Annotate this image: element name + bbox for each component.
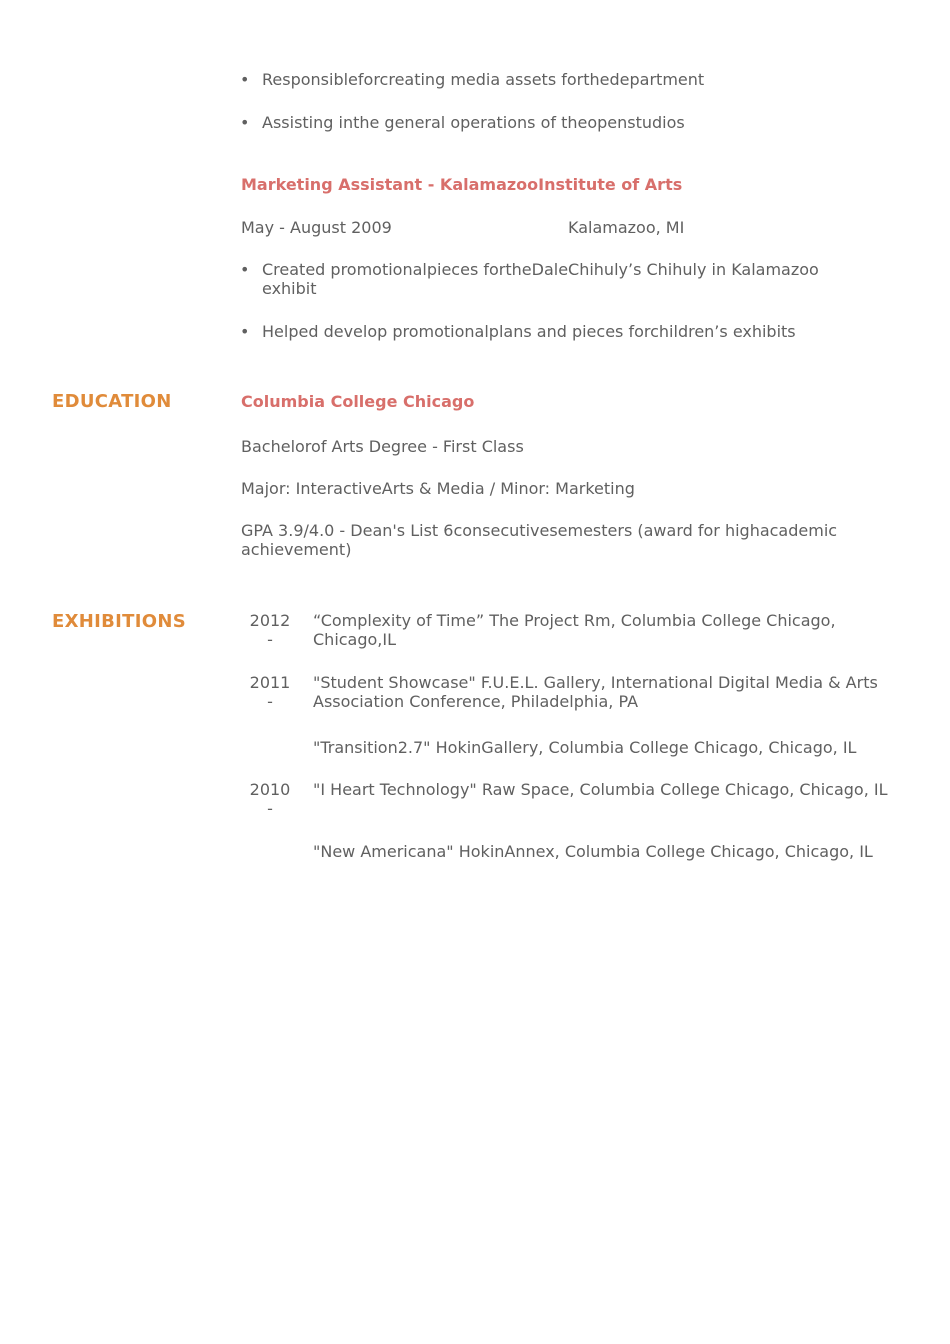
exhibition-entry: "New Americana" HokinAnnex, Columbia College Chicago, Chicago, IL (313, 842, 873, 861)
list-item: Assisting inthe general operations of theopenstudios (262, 113, 685, 132)
bullet-dot: • (240, 322, 250, 341)
exhibition-entry: "Transition2.7" HokinGallery, Columbia College Chicago, Chicago, IL (313, 738, 857, 757)
bullet-dot: • (240, 260, 250, 279)
list-item: Helped develop promotionalplans and pieces forchildren’s exhibits (262, 322, 796, 341)
job-dates: May - August 2009 (241, 218, 392, 237)
exhibition-entry: "I Heart Technology" Raw Space, Columbia College Chicago, Chicago, IL (313, 780, 888, 799)
section-heading-education: EDUCATION (52, 391, 172, 412)
exhibition-year: 2010 (249, 780, 291, 799)
job-location: Kalamazoo, MI (568, 218, 685, 237)
exhibition-year: 2011 (249, 673, 291, 692)
job-title: Marketing Assistant - KalamazooInstitute of Arts (241, 175, 683, 194)
year-dash: - (267, 692, 273, 711)
year-dash: - (267, 799, 273, 818)
exhibition-entry: “Complexity of Time” The Project Rm, Columbia College Chicago, Chicago,IL (313, 611, 836, 649)
year-dash: - (267, 630, 273, 649)
exhibition-entry: "Student Showcase" F.U.E.L. Gallery, International Digital Media & Arts Association Conference, Philadelphia, PA (313, 673, 878, 711)
school-name: Columbia College Chicago (241, 392, 475, 411)
exhibition-year: 2012 (249, 611, 291, 630)
major: Major: InteractiveArts & Media / Minor: Marketing (241, 479, 635, 498)
section-heading-exhibitions: EXHIBITIONS (52, 611, 186, 632)
gpa: GPA 3.9/4.0 - Dean's List 6consecutivesemesters (award for highacademic achievement) (241, 521, 838, 559)
bullet-dot: • (240, 70, 250, 89)
bullet-dot: • (240, 113, 250, 132)
list-item: Created promotionalpieces fortheDaleChihuly’s Chihuly in Kalamazoo exhibit (262, 260, 819, 298)
list-item: Responsibleforcreating media assets forthedepartment (262, 70, 705, 89)
degree: Bachelorof Arts Degree - First Class (241, 437, 524, 456)
